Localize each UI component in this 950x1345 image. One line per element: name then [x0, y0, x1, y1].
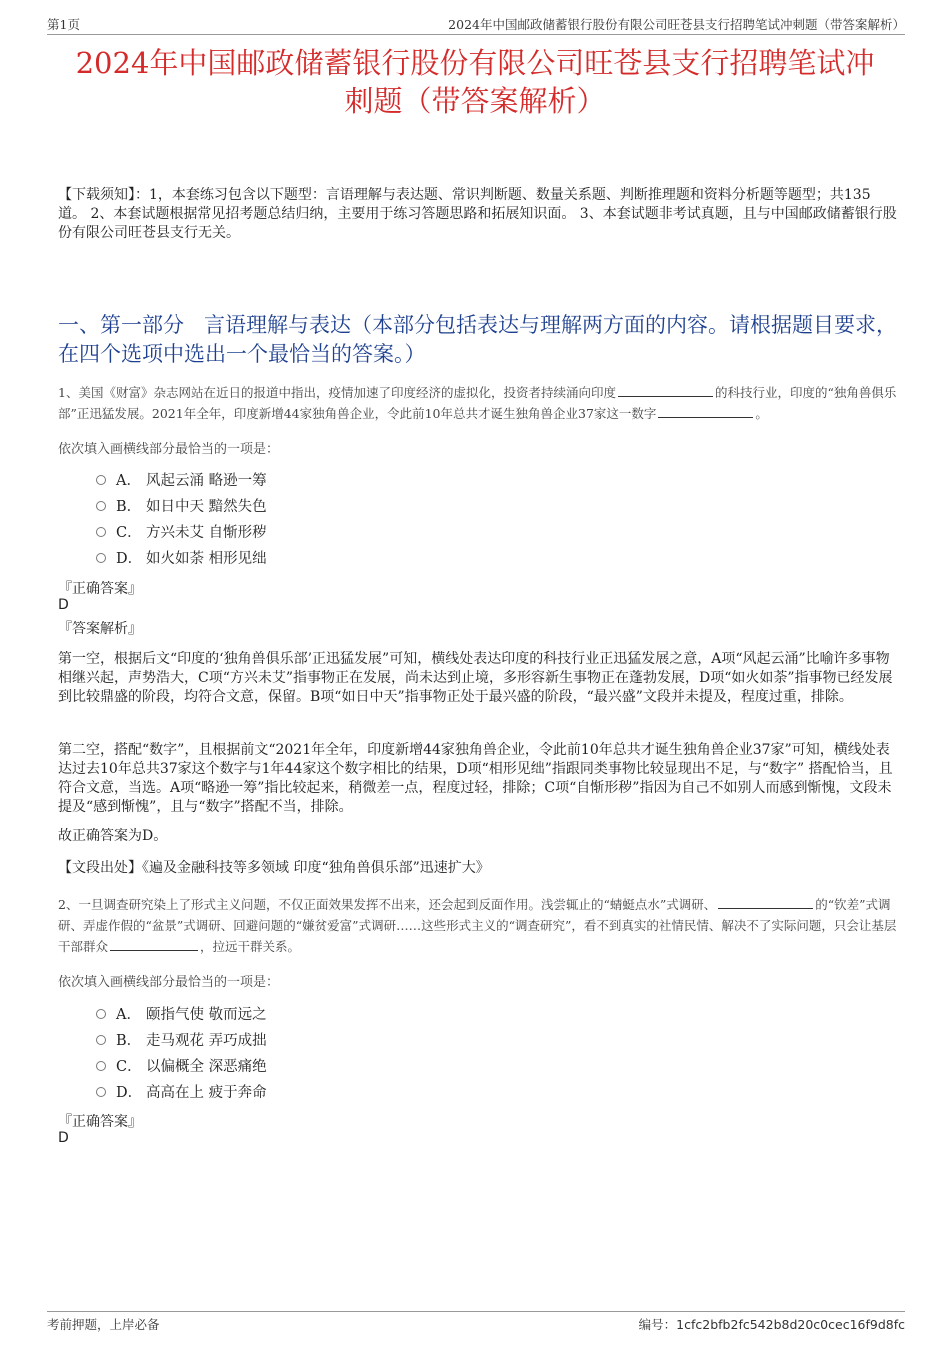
footer-slogan: 考前押题，上岸必备 — [47, 1317, 160, 1332]
radio-icon[interactable] — [96, 1087, 106, 1097]
page-number: 第1页 — [47, 17, 80, 32]
fill-blank — [658, 405, 753, 418]
correct-answer-label: 『正确答案』 — [58, 581, 142, 597]
question-1-prompt: 依次填入画横线部分最恰当的一项是： — [58, 442, 280, 457]
radio-icon[interactable] — [96, 553, 106, 563]
radio-icon[interactable] — [96, 1035, 106, 1045]
page-header — [47, 14, 905, 35]
download-notice: 【下载须知】：1，本套练习包含以下题型：言语理解与表达题、常识判断题、数量关系题、判断推理题和资料分析题等题型；共135道。 2、本套试题根据常见招考题总结归纳，主要用于练习答题思路和拓展知识面。 3、本套试题非考试真题，且与中国邮政储蓄银行股份有限公司旺苍县支行无关。 — [58, 187, 897, 241]
fill-blank — [110, 938, 198, 951]
title-line-2: 刺题（带答案解析） — [344, 84, 606, 118]
question-1-option-d[interactable]: D． 如火如荼 相形见绌 — [96, 548, 267, 570]
page-title — [40, 44, 910, 120]
section-title: 言语理解与表达（本部分包括表达与理解两方面的内容。请根据题目要求，在四个选项中选出一个最恰当的答案。） — [58, 313, 897, 366]
correct-answer-value: D — [58, 1130, 69, 1146]
question-1-stem: 1、美国《财富》杂志网站在近日的报道中指出，疫情加速了印度经济的虚拟化，投资者持续涌向印度 的科技行业，印度的“独角兽俱乐部”正迅猛发展。2021年全年，印度新增44家独角兽企业，令此前10年总共才诞生独角兽企业37家这一数字 。 — [58, 385, 897, 421]
radio-icon[interactable] — [96, 1009, 106, 1019]
correct-answer-value: D — [58, 597, 69, 613]
section-number: 一、第一部分 — [58, 313, 184, 337]
analysis-label: 『答案解析』 — [58, 621, 142, 637]
document-code: 编号：1cfc2bfb2fc542b8d20c0cec16f9d8fc — [638, 1317, 905, 1332]
question-1-option-b[interactable]: B． 如日中天 黯然失色 — [96, 496, 267, 518]
page-footer — [47, 1311, 905, 1338]
question-2-option-b[interactable]: B． 走马观花 弄巧成拙 — [96, 1030, 267, 1052]
radio-icon[interactable] — [96, 501, 106, 511]
question-1-option-a[interactable]: A． 风起云涌 略逊一筹 — [96, 470, 267, 492]
source-citation: 【文段出处】《遍及金融科技等多领域 印度“独角兽俱乐部”迅速扩大》 — [58, 860, 490, 876]
question-2-stem: 2、一旦调查研究染上了形式主义问题，不仅正面效果发挥不出来，还会起到反面作用。浅尝辄止的“蜻蜓点水”式调研、 的“钦差”式调研、弄虚作假的“盆景”式调研、回避问题的“嫌贫爱富”式调研……这些形式主义的“调查研究”，看不到真实的社情民情、解决不了实际问题，只会让基层干部群众 ，拉远干群关系。 — [58, 897, 897, 954]
question-1-option-c[interactable]: C． 方兴未艾 自惭形秽 — [96, 522, 267, 544]
analysis-paragraph-1: 第一空，根据后文“印度的‘独角兽俱乐部’正迅猛发展”可知，横线处表达印度的科技行业正迅猛发展之意，A项“风起云涌”比喻许多事物相继兴起，声势浩大，C项“方兴未艾”指事物正在发展，尚未达到止境，多形容新生事物正在蓬勃发展，D项“如火如荼”指事物已经发展到比较鼎盛的阶段，均符合文意，保留。B项“如日中天”指事物正处于最兴盛的阶段，“最兴盛”文段并未提及，程度过重，排除。 — [58, 651, 893, 705]
question-2-option-a[interactable]: A． 颐指气使 敬而远之 — [96, 1004, 267, 1026]
question-2-prompt: 依次填入画横线部分最恰当的一项是： — [58, 975, 280, 990]
analysis-conclusion: 故正确答案为D。 — [58, 828, 168, 844]
fill-blank — [718, 896, 813, 909]
section-heading — [58, 311, 900, 369]
question-2-option-c[interactable]: C． 以偏概全 深恶痛绝 — [96, 1056, 267, 1078]
analysis-paragraph-2: 第二空，搭配“数字”，且根据前文“2021年全年，印度新增44家独角兽企业，令此前10年总共才诞生独角兽企业37家”可知，横线处表达过去10年总共37家这个数字与1年44家这个数字相比的结果，D项“相形见绌”指跟同类事物比较显现出不足，与“数字” 搭配恰当，且符合文意，当选。A项“略逊一筹”指比较起来，稍微差一点，程度过轻，排除；C项“自惭形秽”指因为自己不如别人而感到惭愧，文段未提及“感到惭愧”，且与“数字”搭配不当，排除。 — [58, 742, 893, 815]
title-line-1: 2024年中国邮政储蓄银行股份有限公司旺苍县支行招聘笔试冲 — [75, 46, 875, 80]
radio-icon[interactable] — [96, 527, 106, 537]
fill-blank — [618, 384, 713, 397]
header-doc-title: 2024年中国邮政储蓄银行股份有限公司旺苍县支行招聘笔试冲刺题（带答案解析） — [448, 17, 905, 32]
correct-answer-label: 『正确答案』 — [58, 1114, 142, 1130]
question-2-option-d[interactable]: D． 高高在上 疲于奔命 — [96, 1082, 267, 1104]
radio-icon[interactable] — [96, 1061, 106, 1071]
radio-icon[interactable] — [96, 475, 106, 485]
